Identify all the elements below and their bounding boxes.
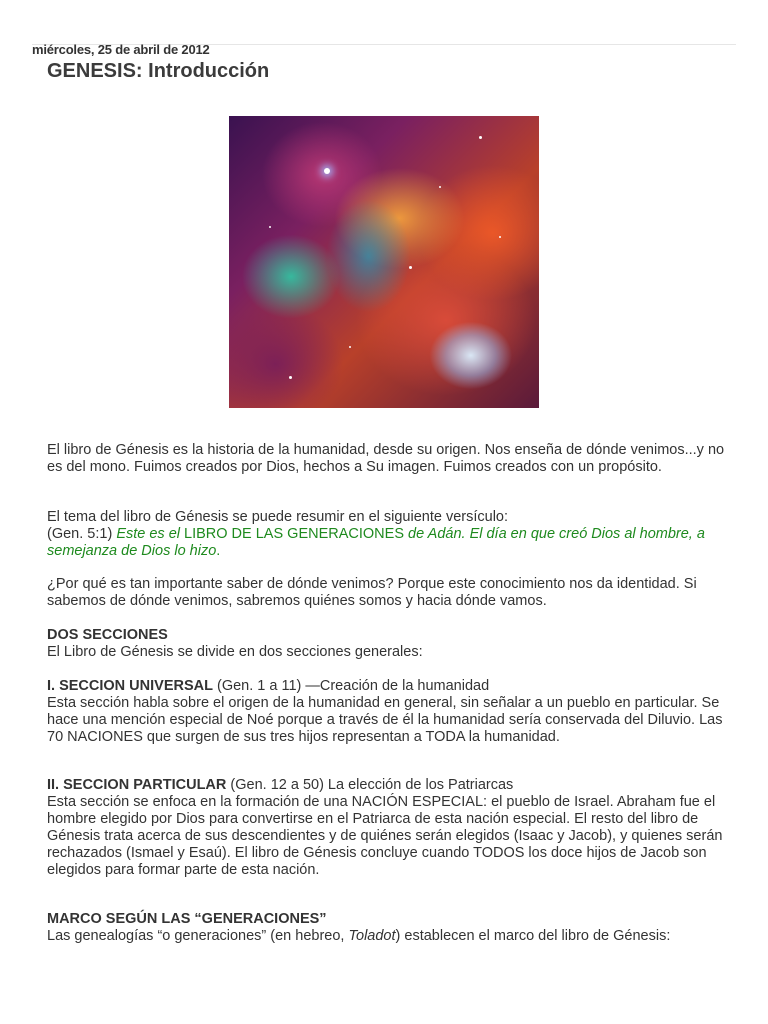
post-date: miércoles, 25 de abril de 2012 <box>32 42 210 57</box>
star <box>499 236 501 238</box>
marco-text-c: ) establecen el marco del libro de Génesis: <box>395 928 671 944</box>
section-particular <box>47 777 737 879</box>
verse-text-b: LIBRO DE LAS GENERACIONES <box>184 526 404 542</box>
sections-intro: El Libro de Génesis se divide en dos secciones generales: <box>47 644 423 660</box>
marco-text-b: Toladot <box>348 928 396 944</box>
star <box>289 376 292 379</box>
star <box>269 226 271 228</box>
theme-paragraph <box>47 509 737 560</box>
post-title: GENESIS: Introducción <box>47 60 270 82</box>
section-particular-ref: (Gen. 12 a 50) La elección de los Patriarcas <box>226 777 514 793</box>
heading-marco: MARCO SEGÚN LAS “GENERACIONES” <box>47 911 327 927</box>
section-universal-text: Esta sección habla sobre el origen de la humanidad en general, sin señalar a un pueblo en particular. Se hace una mención especial de Noé porque a través de él la humanidad sería conservada del Diluvio. Las 70 NACIONES que surgen de sus tres hijos representan a TODA la humanidad. <box>47 695 723 745</box>
section-particular-text: Esta sección se enfoca en la formación de una NACIÓN ESPECIAL: el pueblo de Israel. Abraham fue el hombre elegido por Dios para convertirse en el Patriarca de esta nación especial. El resto del libro de Génesis trata acerca de sus descendientes y de quiénes serán elegidos (Isaac y Jacob), y quienes serán rechazados (Ismael y Esaú). El libro de Génesis concluye cuando TODOS los doce hijos de Jacob son elegidos para formar parte de esta nación. <box>47 794 723 878</box>
heading-dos-secciones: DOS SECCIONES <box>47 627 168 643</box>
star <box>324 168 330 174</box>
section-universal-title: I. SECCION UNIVERSAL <box>47 678 213 694</box>
verse-text-a: Este es el <box>116 526 185 542</box>
verse-end: . <box>216 543 221 559</box>
marco-text-a: Las genealogías “o generaciones” (en hebreo, <box>47 928 349 944</box>
star <box>349 346 351 348</box>
star <box>439 186 441 188</box>
intro-paragraph: El libro de Génesis es la historia de la humanidad, desde su origen. Nos enseña de dónde venimos...y no es del mono. Fuimos creados por Dios, hechos a Su imagen. Fuimos creados con un propósito. <box>47 442 725 475</box>
section-universal <box>47 678 737 746</box>
star <box>479 136 482 139</box>
nebula-image[interactable] <box>229 116 539 408</box>
section-particular-title: II. SECCION PARTICULAR <box>47 777 227 793</box>
marco-paragraph <box>47 928 737 945</box>
star <box>409 266 412 269</box>
verse-reference: (Gen. 5:1) <box>47 526 117 542</box>
theme-intro: El tema del libro de Génesis se puede resumir en el siguiente versículo: <box>47 509 509 525</box>
identity-paragraph: ¿Por qué es tan importante saber de dónde venimos? Porque este conocimiento nos da identidad. Si sabemos de dónde venimos, sabremos quiénes somos y hacia dónde vamos. <box>47 576 697 609</box>
section-universal-ref: (Gen. 1 a 11) —Creación de la humanidad <box>212 678 490 694</box>
verse-text-c: de Adán. El día en que creó Dios al hombre, a semejanza de Dios lo hizo <box>47 526 705 559</box>
